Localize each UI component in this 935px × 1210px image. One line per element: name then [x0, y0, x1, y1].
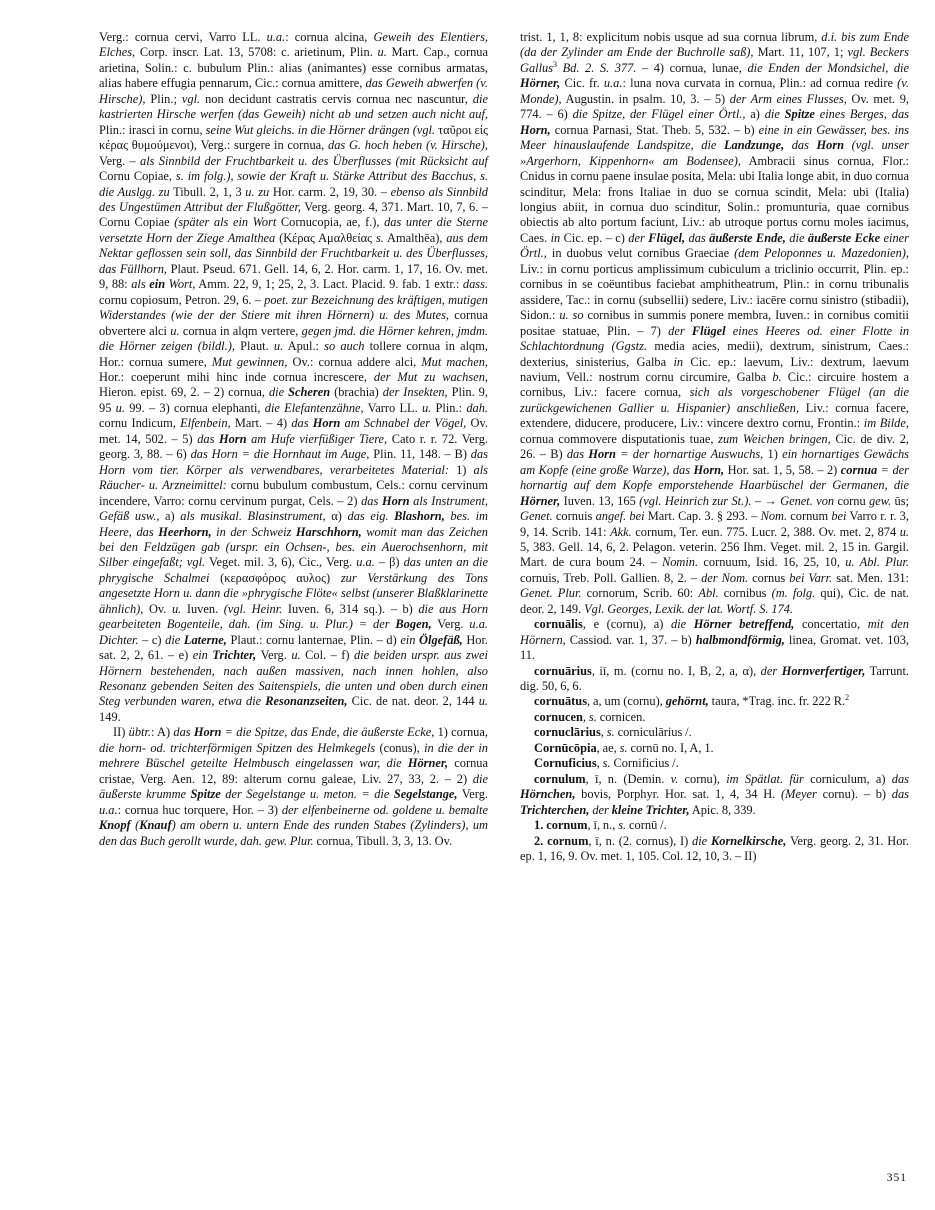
page-number: 351	[886, 1172, 907, 1184]
paragraph: Cornuficius, s. Cornificius /.	[534, 756, 679, 771]
paragraph: trist. 1, 1, 8: explicitum nobis usque ad sua cornua librum, d.i. bis zum Ende (da der Zylinder am Ende der Buchrolle saß), Mart. 11, 107, 1; vgl. Beckers Gallus$^3$ Bd. 2. S. 377. – 4) cornua, lunae, die Enden der Mondsichel, die Hörner, Cic. fr. u.a.: luna nova curvata in cornua, Plin.: ad cornua redire (v. Monde), Augustin. in psalm. 10, 3. – 5) der Arm eines Flusses, Ov. met. 9, 774. – 6) die Spitze, der Flügel einer Örtl., a) die Spitze eines Berges, das Horn, cornua Parnasi, Stat. Theb. 5, 532. – b) eine in ein Gewässer, bes. ins Meer hinauslaufende Landspitze, die Landzunge, das Horn (vgl. unser »Argerhorn, Kippenhorn« am Bodensee), Ambracii sinus cornua, Flor.: Cnidus in cornu paene insulae posita, Mela: ubi Italia longe abit, in duo cornua scinditur, Mela: frons Italiae in duo se cornua scindit, Mela: ubi (Italia) longius abiit, in cornua duo scinditur, Solin.: promunturia, quae cornibus obiectis ab alto portum faciunt, Liv.: ab utroque portus cornu moles iacimus, Caes. in Cic. ep. – c) der Flügel, das äußerste Ende, die äußerste Ecke einer Örtl., in duobus velut cornibus Graeciae (dem Peloponnes u. Mazedonien), Liv.: in cornu porticus amplissimum cubiculum a triclinio occurrit, Plin. ep.: cornibus in se coëuntibus faciebat amphitheatrum, Plin.: in cornu tribunalis assidere, Tac.: in cornu (subsellii) sedere, Liv.: iacēre cornu sinistro (stibadii), Sidon.: u. so cornibus in summis ponere membra, Iuven.: in cornibus comitii positae statuae, Plin. – 7) der Flügel eines Heeres od. einer Flotte in Schlachtordnung (Ggstz. media acies, medii), dextrum, sinistrum, Caes.: dexterius, sinisterius, Galba in Cic. ep.: laevum, Liv.: dextrum, laevum navium, Vell.: nostrum cornu circumire, Galba b. Cic.: circuire hostem a cornibus, Liv.: facere cornua, sich als vorgeschobener Flügel (an die zurückgewichenen Gallier u. Hispanier) anschließen, Liv.: cornua facere, extendere, diducere, producere, Liv.: vincere dextro cornu, Frontin.: im Bilde, cornua commovere disputationis tuae, zum Weichen bringen, Cic. de div. 2, 26. – B) das Horn = der hornartige Auswuchs, 1) ein hornartiges Gewächs am Kopfe (eine große Warze), das Horn, Hor. sat. 1, 5, 58. – 2) cornua = der hornartig auf dem Kopfe emporstehende Haarbüschel der Germanen, die Hörner, Iuven. 13, 165 (vgl. Heinrich zur St.). – → Genet. von cornu gew. ūs; Genet. cornuis angef. bei Mart. Cap. 3. § 293. – Nom. cornum bei Varro r. r. 3, 9, 14. Scrib. 141: Akk. cornum, Ter. eun. 775. Lucr. 2, 388. Ov. met. 2, 874 u. 5, 383. Gell. 14, 6, 2. Pelagon. veterin. 256 Ihm. Veget. mil. 2, 15 in. Gargil. Mart. de cura boum 24. – Nomin. cornuum, Isid. 16, 25, 10, u. Abl. Plur. cornuis, Treb. Poll. Gallien. 8, 2. – der Nom. cornus bei Varr. sat. Men. 131: Genet. Plur. cornorum, Scrib. 60: Abl. cornibus (m. folg. qui), Cic. de nat. deor. 2, 149. Vgl. Georges, Lexik. der lat. Wortf. S. 174.	[520, 30, 910, 616]
paragraph: 2. cornum, ī, n. (2. cornus), I) die Kornelkirsche, Verg. georg. 2, 31. Hor. ep. 1, 16, 9. Ov. met. 1, 105. Col. 12, 10, 3. – II)	[520, 833, 909, 864]
text-columns	[99, 30, 909, 864]
paragraph: 1. cornum, ī, n., s. cornū /.	[534, 818, 667, 833]
paragraph: cornuātus, a, um (cornu), gehörnt, taura, *Trag. inc. fr. 222 R.$^2$	[534, 693, 850, 709]
paragraph: cornucen, s. cornicen.	[534, 709, 646, 724]
paragraph: cornuārius, iī, m. (cornu no. I, B, 2, a, α), der Hornverfertiger, Tarrunt. dig. 50, 6, 6.	[520, 663, 910, 694]
text-column-right	[520, 30, 909, 864]
paragraph: cornulum, ī, n. (Demin. v. cornu), im Spätlat. für corniculum, a) das Hörnchen, bovis, Porphyr. Hor. sat. 1, 4, 34 H. (Meyer cornu). – b) das Trichterchen, der kleine Trichter, Apic. 8, 339.	[520, 771, 909, 817]
text-column-left	[99, 30, 488, 864]
paragraph: cornuālis, e (cornu), a) die Hörner betreffend, concertatio, mit den Hörnern, Cassiod. var. 1, 37. – b) halbmondförmig, linea, Gromat. vet. 103, 11.	[520, 617, 909, 663]
paragraph: Verg.: cornua cervi, Varro LL. u.a.: cornua alcina, Geweih des Elentiers, Elches, Corp. inscr. Lat. 13, 5708: c. arietinum, Plin. u. Mart. Cap., cornua arietina, Solin.: c. bubulum Plin.: alias (animantes) esse cornibus armatas, alias habere effugia pennarum, Cic.: cornua amittere, das Geweih abwerfen (v. Hirsche), Plin.; vgl. non decidunt castratis cervis cornua nec nascuntur, die kastrierten Hirsche werfen (das Geweih) nicht ab und setzen auch nicht auf, Plin.: irasci in cornu, seine Wut gleichs. in die Hörner drängen (vgl. ταῦροι εἰς κέρας θυμούμενοι), Verg.: surgere in cornua, das G. hoch heben (v. Hirsche), Verg. – als Sinnbild der Fruchtbarkeit u. des Überflusses (mit Rücksicht auf Cornu Copiae, s. im folg.), sowie der Kraft u. Stärke Attribut des Bacchus, s. die Auslgg. zu Tibull. 2, 1, 3 u. zu Hor. carm. 2, 19, 30. – ebenso als Sinnbild des Ungestümen Attribut der Flußgötter, Verg. georg. 4, 371. Mart. 10, 7, 6. – Cornu Copiae (später als ein Wort Cornucopia, ae, f.), das unter die Sterne versetzte Horn der Ziege Amalthea (Κέρας Αμαλθείας s. Amalthēa), aus dem Nektar geflossen sein soll, das Sinnbild der Fruchtbarkeit u. des Überflusses, das Füllhorn, Plaut. Pseud. 671. Gell. 14, 6, 2. Hor. carm. 1, 17, 16. Ov. met. 9, 88: als ein Wort, Amm. 22, 9, 1; 25, 2, 3. Lact. Placid. 9. fab. 1 extr.: dass. cornu copiosum, Petron. 29, 6. – poet. zur Bezeichnung des kräftigen, mutigen Widerstandes (wie der der Stiere mit ihren Hörnern) u. des Mutes, cornua obvertere alci u. cornua in alqm vertere, gegen jmd. die Hörner kehren, jmdm. die Hörner zeigen (bildl.), Plaut. u. Apul.: so auch tollere cornua in alqm, Hor.: cornua sumere, Mut gewinnen, Ov.: cornua addere alci, Mut machen, Hor.: coeperunt mihi hinc inde cornua increscere, der Mut zu wachsen, Hieron. epist. 69, 2. – 2) cornua, die Scheren (brachia) der Insekten, Plin. 9, 95 u. 99. – 3) cornua elephanti, die Elefantenzähne, Varro LL. u. Plin.: dah. cornu Indicum, Elfenbein, Mart. – 4) das Horn am Schnabel der Vögel, Ov. met. 14, 502. – 5) das Horn am Hufe vierfüßiger Tiere, Cato r. r. 72. Verg. georg. 3, 88. – 6) das Horn = die Hornhaut im Auge, Plin. 11, 148. – B) das Horn vom tier. Körper als verwendbares, verarbeitetes Material: 1) als Räucher- u. Arzneimittel: cornu bubulum combustum, Cels.: cornu cervinum incendere, Varro: cornu cervinum purgat, Cels. – 2) das Horn als Instrument, Gefäß usw., a) als musikal. Blasinstrument, α) das eig. Blashorn, bes. im Heere, das Heerhorn, in der Schweiz Harschhorn, womit man das Zeichen bei den Feldzügen gab (urspr. ein Ochsen-, bes. ein Auerochsenhorn, mit Silber eingefaßt; vgl. Veget. mil. 3, 6), Cic., Verg. u.a. – β) das unten an die phrygische Schalmei (κερασφόρος αυλος) zur Verstärkung des Tons angesetzte Horn u. dann die »phrygische Flöte« selbst (unserer Blaßklarinette ähnlich), Ov. u. Iuven. (vgl. Heinr. Iuven. 6, 314 sq.). – b) die aus Horn gearbeiteten Bogenteile, dah. (im Sing. u. Plur.) = der Bogen, Verg. u.a. Dichter. – c) die Laterne, Plaut.: cornu lanternae, Plin. – d) ein Ölgefäß, Hor. sat. 2, 2, 61. – e) ein Trichter, Verg. u. Col. – f) die beiden urspr. aus zwei Hörnern bestehenden, nach außen massiven, nach innen hohlen, also Resonanz gebenden Seiten des Saitenspiels, die unten und oben durch einen Steg verbunden waren, etwa die Resonanzseiten, Cic. de nat. deor. 2, 144 u. 149.	[99, 30, 489, 724]
paragraph: cornuclārius, s. corniculārius /.	[534, 725, 692, 740]
paragraph: Cornūcōpia, ae, s. cornū no. I, A, 1.	[534, 740, 714, 755]
paragraph: II) übtr.: A) das Horn = die Spitze, das Ende, die äußerste Ecke, 1) cornua, die horn- od. trichterförmigen Spitzen des Helmkegels (conus), in die der in mehrere Büschel geteilte Helmbusch eingelassen war, die Hörner, cornua cristae, Verg. Aen. 12, 89: alterum cornu galeae, Liv. 27, 33, 2. – 2) die äußerste krumme Spitze der Segelstange u. meton. = die Segelstange, Verg. u.a.: cornua huc torquere, Hor. – 3) der elfenbeinerne od. goldene u. bemalte Knopf (Knauf) am obern u. untern Ende des runden Stabes (Zylinders), um den das Buch gerollt wurde, dah. gew. Plur. cornua, Tibull. 3, 3, 13. Ov.	[99, 725, 489, 848]
